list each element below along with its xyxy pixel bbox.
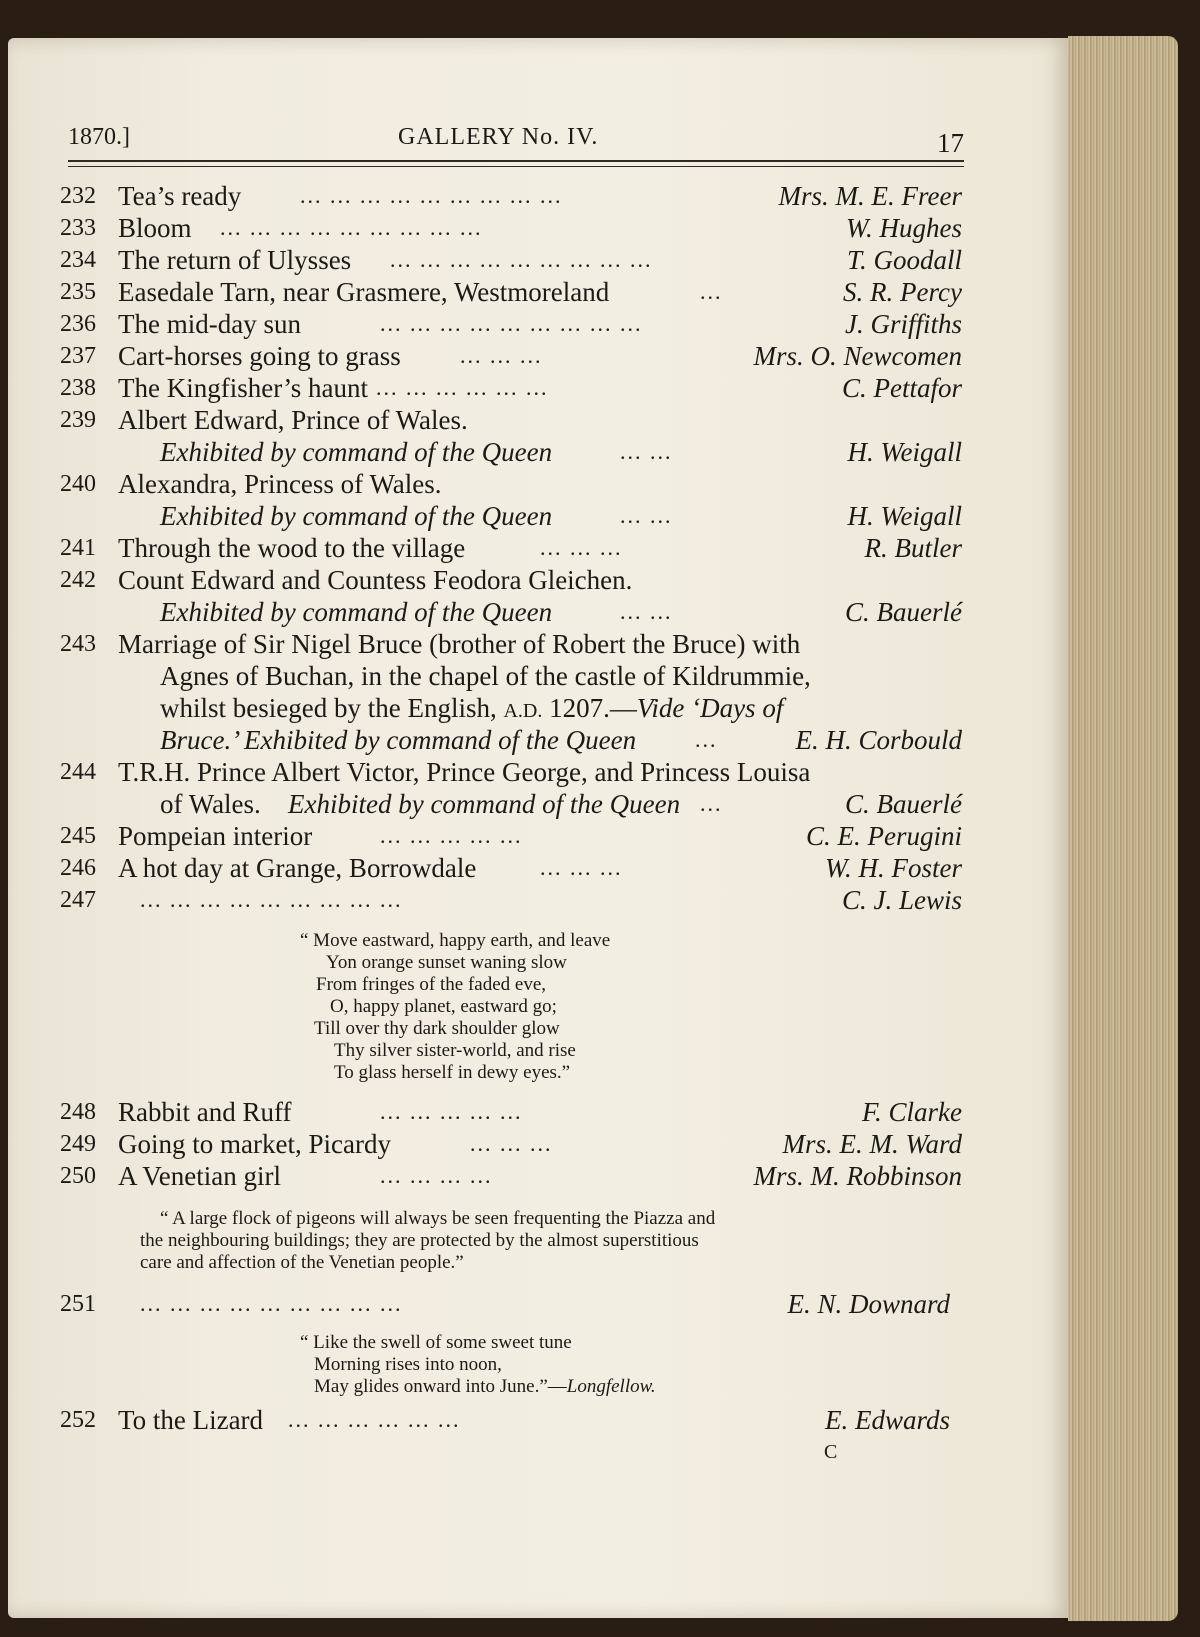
entry-artist: C. Pettafor <box>842 373 962 403</box>
running-header <box>68 124 964 164</box>
dot-leader: ... ... <box>620 439 673 464</box>
entry-artist: W. H. Foster <box>824 853 962 883</box>
entry-artist: J. Griffiths <box>844 309 962 339</box>
entry-artist: S. R. Percy <box>843 277 962 307</box>
entry-number: 232 <box>60 183 96 209</box>
entry-number: 246 <box>60 855 96 881</box>
quote-250: “ A large flock of pigeons will always be seen frequenting the Piazza and the neighbouring buildings; they are protected by the almost superstitious care and affection of the Venetian people.” <box>140 1208 716 1273</box>
dot-leader: ... ... ... <box>470 1131 553 1156</box>
dot-leader: ... ... ... ... ... ... ... ... ... <box>300 183 563 208</box>
dot-leader: ... ... ... ... ... <box>380 1099 523 1124</box>
entry-236 <box>60 308 966 340</box>
entry-title: To the Lizard <box>118 1405 264 1435</box>
entry-number: 234 <box>60 247 96 273</box>
entry-number: 245 <box>60 823 96 849</box>
entry-number: 251 <box>60 1291 96 1317</box>
dot-leader: ... ... <box>620 599 673 624</box>
entry-note: Exhibited by command of the Queen <box>160 437 553 467</box>
entry-246 <box>60 852 966 884</box>
entry-234 <box>60 244 966 276</box>
entry-artist: E. H. Corbould <box>795 725 962 755</box>
entry-250 <box>60 1160 966 1192</box>
dot-leader: ... ... ... ... ... <box>380 823 523 848</box>
entry-number: 239 <box>60 407 96 433</box>
entry-artist: E. Edwards <box>824 1405 950 1435</box>
entry-242 <box>60 564 966 596</box>
entry-249 <box>60 1128 966 1160</box>
entry-artist: T. Goodall <box>846 245 962 275</box>
entry-number: 248 <box>60 1099 96 1125</box>
entry-artist: F. Clarke <box>862 1097 962 1127</box>
entry-artist: W. Hughes <box>845 213 962 243</box>
entry-artist: C. E. Perugini <box>806 821 962 851</box>
dot-leader: ... ... ... ... ... ... ... ... ... <box>390 247 653 272</box>
entry-238 <box>60 372 966 404</box>
dot-leader: ... ... ... ... ... ... ... ... ... <box>140 1291 403 1316</box>
entry-title: Albert Edward, Prince of Wales. <box>118 405 468 435</box>
entry-232 <box>60 180 966 212</box>
entry-243 <box>60 628 966 660</box>
entry-number: 235 <box>60 279 96 305</box>
entry-title: The Kingfisher’s haunt <box>118 373 368 403</box>
entry-number: 250 <box>60 1163 96 1189</box>
entry-title: Count Edward and Countess Feodora Gleichen. <box>118 565 633 595</box>
entry-artist: Mrs. O. Newcomen <box>753 341 962 371</box>
header-rule-top <box>68 160 964 162</box>
entry-number: 252 <box>60 1407 96 1433</box>
entry-artist: Mrs. M. Robbinson <box>753 1161 962 1191</box>
header-title: GALLERY No. IV. <box>398 124 599 150</box>
entry-240-note <box>60 500 966 532</box>
entry-title: Cart-horses going to grass <box>118 341 401 371</box>
dot-leader: ... ... ... <box>540 855 623 880</box>
entry-artist: R. Butler <box>864 533 962 563</box>
entry-title-continued: of Wales. <box>160 789 261 819</box>
entry-title: Tea’s ready <box>118 181 242 211</box>
quote-247: “ Move eastward, happy earth, and leave Yon orange sunset waning slow From fringes of the faded eve, O, happy planet, eastward go; Till over thy dark shoulder glow Thy silver sister-world, and rise To glass herself in dewy eyes.” <box>300 930 611 1083</box>
entry-number: 241 <box>60 535 96 561</box>
dot-leader: ... ... ... ... ... ... <box>288 1407 461 1432</box>
dot-leader: ... ... ... ... ... ... ... ... ... <box>380 311 643 336</box>
quote-author: Longfellow. <box>566 1376 656 1397</box>
entry-244-note <box>60 788 966 820</box>
entry-artist: Mrs. M. E. Freer <box>778 181 962 211</box>
entry-title: T.R.H. Prince Albert Victor, Prince George, and Princess Louisa <box>118 757 811 787</box>
entry-243-note <box>60 724 966 756</box>
entry-number: 247 <box>60 887 96 913</box>
entry-artist: Mrs. E. M. Ward <box>782 1129 962 1159</box>
entry-241 <box>60 532 966 564</box>
header-rule-bottom <box>68 166 964 167</box>
signature-mark: C <box>824 1441 838 1463</box>
entry-number: 249 <box>60 1131 96 1157</box>
entry-245 <box>60 820 966 852</box>
entry-number: 233 <box>60 215 96 241</box>
dot-leader: ... ... ... ... ... ... <box>376 375 549 400</box>
entry-248 <box>60 1096 966 1128</box>
entry-title: Pompeian interior <box>118 821 313 851</box>
entry-title: The return of Ulysses <box>118 245 352 275</box>
entry-240 <box>60 468 966 500</box>
entry-244 <box>60 756 966 788</box>
dot-leader: ... ... ... <box>540 535 623 560</box>
entry-title: Rabbit and Ruff <box>118 1097 292 1127</box>
entry-number: 236 <box>60 311 96 337</box>
entry-number: 240 <box>60 471 96 497</box>
dot-leader: ... ... ... ... ... ... ... ... ... <box>140 887 403 912</box>
entry-number: 242 <box>60 567 96 593</box>
dot-leader: ... <box>695 727 718 752</box>
entry-title: Bloom <box>118 213 192 243</box>
entry-title: Easedale Tarn, near Grasmere, Westmoreland <box>118 277 610 307</box>
entry-title: Marriage of Sir Nigel Bruce (brother of Robert the Bruce) with <box>118 629 801 659</box>
dot-leader: ... ... ... <box>460 343 543 368</box>
entry-243-line2 <box>60 660 966 692</box>
page-number: 17 <box>937 128 964 158</box>
entry-number: 237 <box>60 343 96 369</box>
entry-number: 244 <box>60 759 96 785</box>
entry-title-continued: Agnes of Buchan, in the chapel of the castle of Kildrummie, <box>160 661 811 691</box>
entry-title: Alexandra, Princess of Wales. <box>118 469 442 499</box>
entry-note: Bruce.’ Exhibited by command of the Queen <box>160 725 637 755</box>
quote-251: “ Like the swell of some sweet tune Morning rises into noon, May glides onward into June.”—Longfellow. <box>300 1332 656 1397</box>
entry-title: Through the wood to the village <box>118 533 466 563</box>
entry-artist: C. Bauerlé <box>845 597 962 627</box>
entry-note: Exhibited by command of the Queen <box>160 597 553 627</box>
dot-leader: ... <box>700 791 723 816</box>
entry-artist: C. Bauerlé <box>845 789 962 819</box>
header-year: 1870.] <box>68 124 130 150</box>
entry-247 <box>60 884 966 916</box>
entry-note: Exhibited by command of the Queen <box>288 789 681 819</box>
entry-title-continued: whilst besieged by the English, A.D. 1207.—Vide ‘Days of <box>160 693 784 723</box>
entry-number: 238 <box>60 375 96 401</box>
entry-artist: H. Weigall <box>847 437 962 467</box>
entry-233 <box>60 212 966 244</box>
dot-leader: ... ... ... ... <box>380 1163 493 1188</box>
entry-title: The mid-day sun <box>118 309 301 339</box>
dot-leader: ... ... ... ... ... ... ... ... ... <box>220 215 483 240</box>
entry-243-line3 <box>60 692 966 724</box>
entry-artist: E. N. Downard <box>787 1289 950 1319</box>
entry-title: A hot day at Grange, Borrowdale <box>118 853 477 883</box>
dot-leader: ... <box>700 279 723 304</box>
dot-leader: ... ... <box>620 503 673 528</box>
entry-235 <box>60 276 966 308</box>
entry-239 <box>60 404 966 436</box>
entry-artist: H. Weigall <box>847 501 962 531</box>
entry-artist: C. J. Lewis <box>841 885 962 915</box>
entry-242-note <box>60 596 966 628</box>
entry-title: Going to market, Picardy <box>118 1129 391 1159</box>
entry-251 <box>60 1288 966 1320</box>
catalogue-list <box>60 180 966 1468</box>
entry-number: 243 <box>60 631 96 657</box>
entry-note: Exhibited by command of the Queen <box>160 501 553 531</box>
entry-237 <box>60 340 966 372</box>
entry-title: A Venetian girl <box>118 1161 281 1191</box>
entry-252 <box>60 1404 966 1436</box>
entry-239-note <box>60 436 966 468</box>
